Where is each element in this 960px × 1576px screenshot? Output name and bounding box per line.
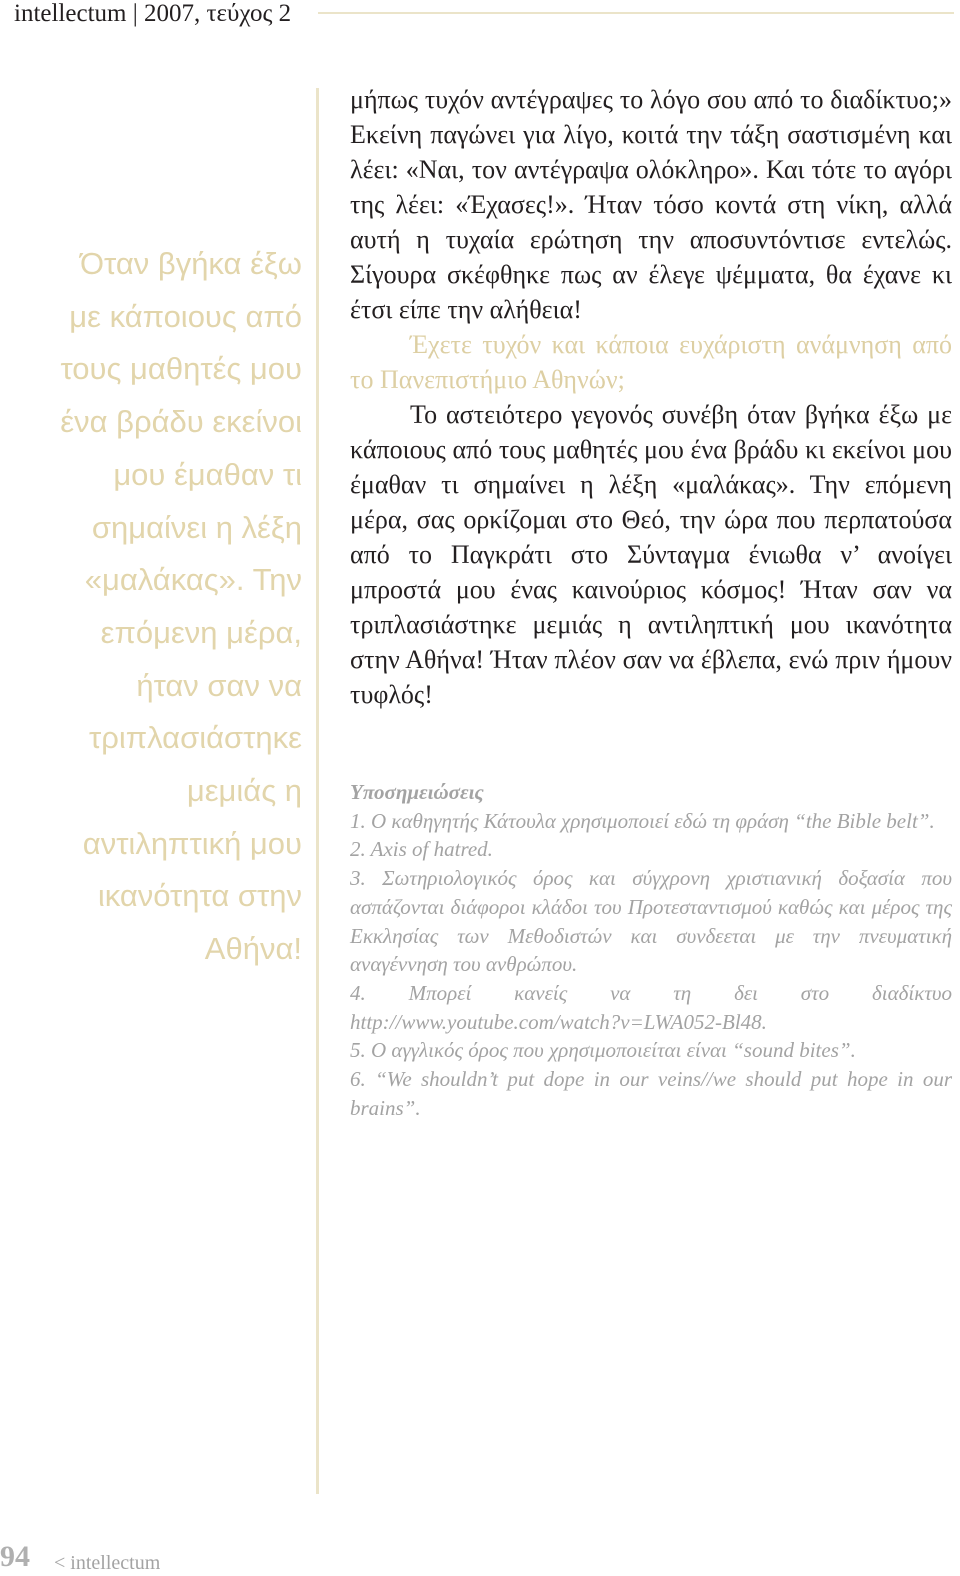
footnote-item: 4. Μπορεί κανείς να τη δει στο διαδίκτυο http://www.youtube.com/watch?v=LWA052-Bl48. [350, 980, 952, 1034]
footnote-item: 6. “We shouldn’t put dope in our veins//we should put hope in our brains”. [350, 1067, 952, 1120]
running-header [14, 0, 954, 28]
article-body [350, 82, 952, 712]
interview-question: Έχετε τυχόν και κάποια ευχάριστη ανάμνηση από το Πανεπιστήμιο Αθηνών; [350, 330, 952, 394]
footnote-item: 3. Σωτηριολογικός όρος και σύγχρονη χριστιανική δοξασία που ασπάζονται διάφοροι κλάδοι του Προτεσταντισμού καθώς και μέρος της Εκκλησίας των Μεθοδιστών και συνδεεται με την πνευματική αναγέννηση του ανθρώπου. [350, 866, 952, 977]
footnotes-section [350, 778, 952, 1122]
footnotes-list [350, 807, 952, 1123]
footnotes-heading: Υποσημειώσεις [350, 780, 484, 804]
page-footer [0, 1536, 300, 1576]
column-divider [316, 88, 319, 1494]
body-paragraph: Το αστειότερο γεγονός συνέβη όταν βγήκα έξω με κάποιους από τους μαθητές μου ένα βράδυ κι εκείνοι μου έμαθαν τι σημαίνει η λέξη «μαλάκας». Την επόμενη μέρα, σας ορκίζομαι στο Θεό, την ώρα που περπατούσα από το Παγκράτι στο Σύνταγμα ένιωθα ν’ ανοίγει μπροστά μου ένας καινούριος κόσμος! Ήταν σαν να τριπλασιάστηκε μεμιάς η αντιληπτική μου ικανότητα στην Αθήνα! Ήταν πλέον σαν να έβλεπα, ενώ πριν ήμουν τυφλός! [350, 400, 952, 709]
footnote-item: 5. Ο αγγλικός όρος που χρησιμοποιείται είναι “sound bites”. [350, 1038, 856, 1063]
footnote-item: 1. Ο καθηγητής Κάτουλα χρησιμοποιεί εδώ τη φράση “the Bible belt”. [350, 808, 935, 833]
footnote-item: 2. Axis of hatred. [350, 837, 493, 862]
body-paragraph: μήπως τυχόν αντέγραψες το λόγο σου από το διαδίκτυο;» Εκείνη παγώνει για λίγο, κοιτά την τάξη σαστισμένη και λέει: «Ναι, τον αντέγραψα ολόκληρο». Και τότε το αγόρι της λέει: «Έχασες!». Ήταν τόσο κοντά στη νίκη, αλλά αυτή η τυχαία ερώτηση την αποσυντόντισε εντελώς. Σίγουρα σκέφθηκε πως αν έλεγε ψέμματα, θα έχανε κι έτσι είπε την αλήθεια! [350, 85, 952, 324]
journal-issue-title: intellectum | 2007, τεύχος 2 [14, 0, 292, 27]
header-rule [318, 12, 954, 14]
pull-quote: Όταν βγήκα έξω με κάποιους από τους μαθητές μου ένα βράδυ εκείνοι μου έμαθαν τι σημαίνει η λέξη «μαλάκας». Την επόμενη μέρα, ήταν σαν να τριπλασιάστηκε μεμιάς η αντιληπτική μου ικανότητα στην Αθήνα! [60, 246, 302, 967]
footer-journal-label: < intellectum [54, 1552, 161, 1574]
page-number: 94 [0, 1540, 30, 1573]
